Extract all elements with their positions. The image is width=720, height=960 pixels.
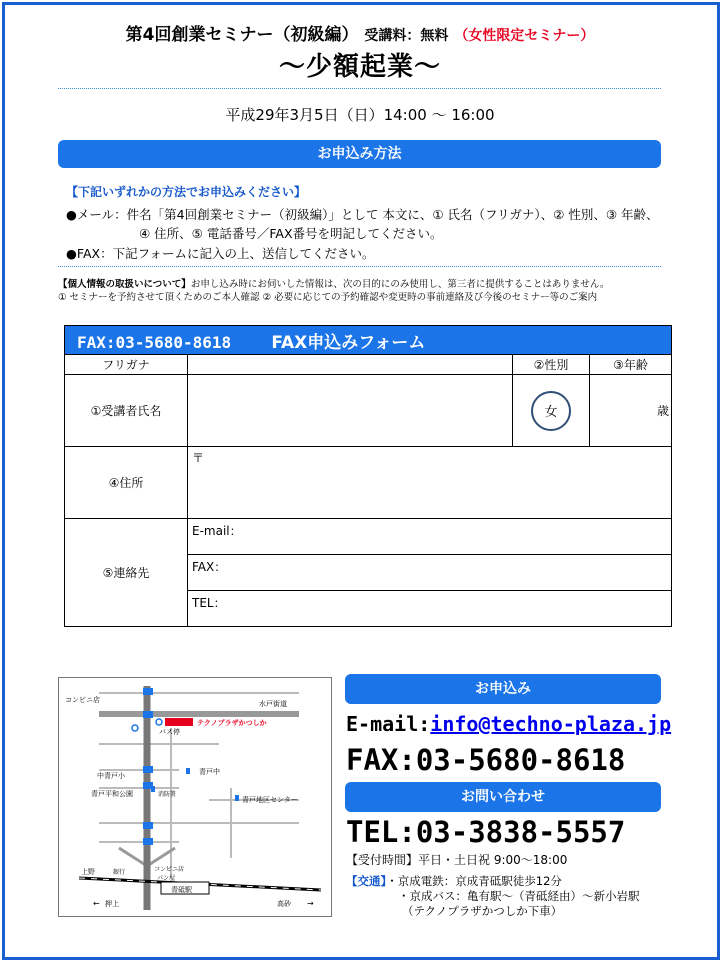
privacy-line-1 [58, 276, 609, 290]
fax-form [64, 325, 672, 627]
map-label-takasago: 高砂 [277, 900, 291, 908]
pin-icon [132, 725, 138, 731]
contact-tel: TEL:03-3838-5557 [346, 815, 626, 849]
tel-field[interactable] [188, 591, 672, 627]
age-header: ③年齢 [590, 355, 672, 375]
map-label-techno-plaza: テクノプラザかつしか [197, 719, 267, 727]
map-label-oshiage: 押上 [105, 900, 119, 908]
access-bus-stop: （テクノプラザかつしか下車） [402, 904, 563, 918]
seminar-subtitle: 〜少額起業〜 [278, 52, 441, 82]
email-row [65, 519, 672, 555]
howto-bar: お申込み方法 [58, 140, 661, 168]
form-header [65, 326, 672, 355]
email-field[interactable] [188, 519, 672, 555]
privacy-text-1: お申し込み時にお伺いした情報は、次の目的にのみ使用し、第三者に提供することはありません。 [190, 279, 610, 290]
seminar-date: 平成29年3月5日（日）14:00 〜 16:00 [225, 106, 495, 124]
privacy-label: 【個人情報の取扱いについて】 [58, 279, 191, 290]
signal-icon [143, 822, 153, 829]
access-info [346, 874, 640, 919]
furigana-row [65, 355, 672, 375]
reception-hours: 【受付時間】平日・土日祝 9:00〜18:00 [346, 853, 568, 867]
age-field[interactable] [590, 375, 672, 447]
map-road [119, 848, 147, 866]
signal-icon [143, 838, 153, 845]
access-train: ・京成電鉄：京成青砥駅徒歩12分 [386, 874, 562, 888]
techno-plaza-marker [165, 718, 193, 726]
bus-stop-pin-icon [156, 719, 162, 725]
map-label-mito-kaido: 水戸街道 [259, 700, 287, 708]
map-label-fire-station: 消防署 [158, 791, 177, 798]
signal-icon [143, 688, 153, 695]
signal-icon [143, 766, 153, 773]
signal-icon [143, 711, 153, 718]
form-fax-number: FAX:03-5680-8618 [77, 332, 232, 352]
access-map [58, 677, 332, 917]
access-bus: ・京成バス：亀有駅〜（青砥経由）〜新小岩駅 [398, 889, 640, 903]
map-label-aoto-park: 青戸平和公園 [91, 790, 133, 798]
email-link[interactable]: info@techno-plaza.jp [430, 712, 672, 736]
map-label-station: 青砥駅 [171, 886, 192, 894]
form-title: FAX申込みフォーム [271, 332, 426, 353]
furigana-field[interactable] [188, 355, 513, 375]
mail-instruction-2: ④ 住所、⑤ 電話番号／FAX番号を明記してください。 [139, 226, 443, 241]
age-unit: 歳 [657, 404, 670, 418]
women-only-text: （女性限定セミナー） [454, 28, 595, 44]
furigana-label: フリガナ [65, 355, 188, 375]
map-label-ueno: 上野 [81, 868, 95, 876]
address-label: ④住所 [65, 447, 188, 519]
inquiry-bar: お問い合わせ [345, 782, 661, 812]
map-drawing [59, 678, 331, 916]
divider [58, 266, 661, 267]
arrow-right-icon: → [307, 899, 314, 908]
access-label: 【交通】 [346, 874, 387, 888]
seminar-title [0, 20, 720, 45]
arrow-left-icon: ← [93, 899, 100, 908]
tel-field-label: TEL： [192, 596, 226, 610]
howto-lead: 【下記いずれかの方法でお申込みください】 [66, 185, 307, 199]
school-pin-icon [186, 768, 190, 774]
divider [58, 88, 661, 89]
map-label-bakery: パン屋 [157, 875, 176, 882]
map-label-bus-stop: バス停 [159, 728, 180, 736]
fire-station-pin-icon [151, 786, 155, 792]
apply-bar: お申込み [345, 674, 661, 704]
address-row [65, 447, 672, 519]
address-field[interactable] [188, 447, 672, 519]
name-field[interactable] [188, 375, 513, 447]
fee-text: 受講料：無料 [364, 28, 449, 44]
contact-fax: FAX:03-5680-8618 [346, 743, 626, 777]
map-label-konbini2: コンビニ店 [154, 866, 185, 873]
email-field-label: E-mail： [192, 524, 242, 538]
fax-field-label: FAX： [192, 560, 227, 574]
access-line-1 [346, 874, 640, 889]
privacy-line-2: ① セミナーを予約させて頂くためのご本人確認 ② 必要に応じての予約確認や変更時の事前連絡及び今後のセミナー等のご案内 [58, 292, 598, 303]
title-main: 第4回創業セミナー（初級編） [125, 25, 359, 45]
gender-cell[interactable] [513, 375, 590, 447]
map-label-center: 青戸地区センター [242, 796, 298, 804]
email-label: E-mail: [346, 712, 431, 736]
fax-instruction: ●FAX：下記フォームに記入の上、送信してください。 [66, 246, 375, 261]
map-label-aoto-chu: 青戸中 [199, 768, 220, 776]
contact-label: ⑤連絡先 [65, 519, 188, 627]
name-label: ①受講者氏名 [65, 375, 188, 447]
map-label-aoto-sho: 中青戸小 [97, 772, 125, 780]
center-pin-icon [235, 795, 239, 801]
map-label-bank: 銀行 [113, 869, 126, 876]
contact-email [346, 712, 671, 736]
mail-instruction-1: ●メール：件名「第4回創業セミナー（初級編）」として 本文に、① 氏名（フリガナ）、② 性別、③ 年齢、 [66, 207, 659, 222]
gender-circle: 女 [531, 391, 571, 431]
name-row [65, 375, 672, 447]
fax-field[interactable] [188, 555, 672, 591]
form-header-cell [65, 326, 672, 355]
gender-header: ②性別 [513, 355, 590, 375]
map-label-konbini1: コンビニ店 [65, 696, 100, 704]
postal-mark: 〒 [192, 451, 205, 465]
